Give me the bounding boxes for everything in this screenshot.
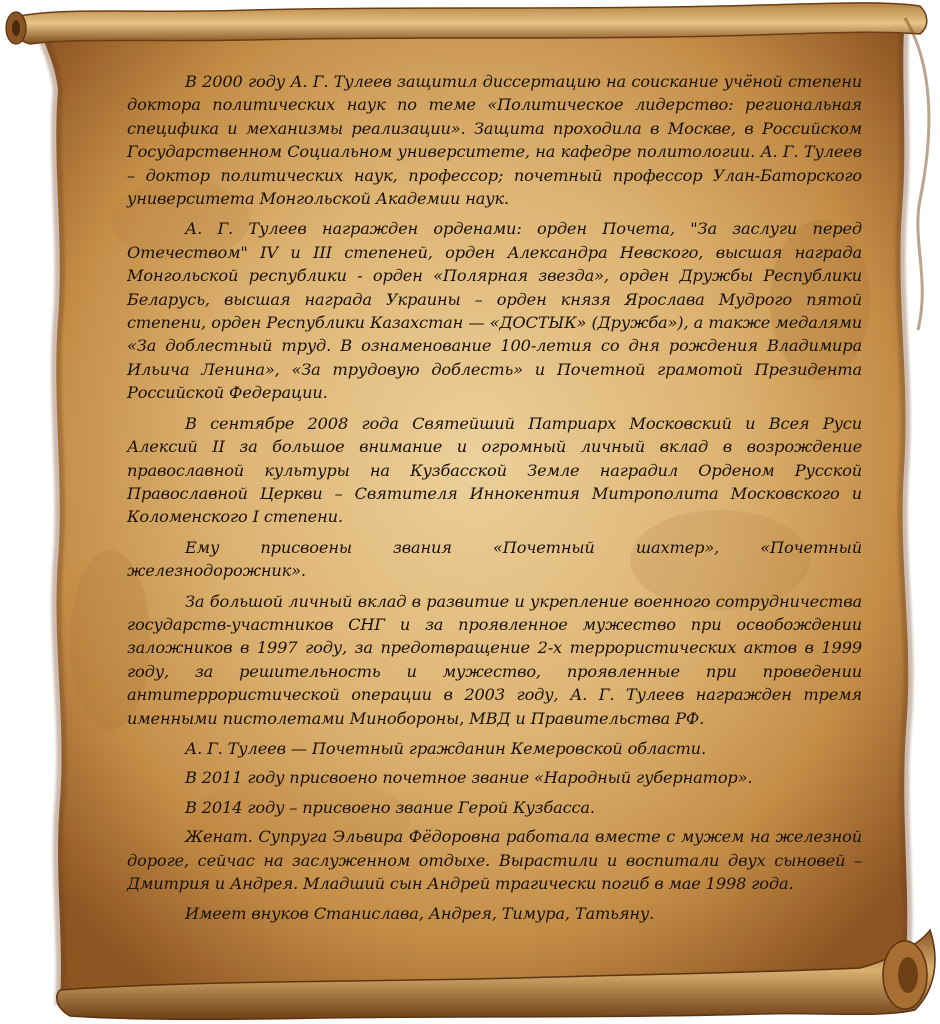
paragraph-grandchildren: Имеет внуков Станислава, Андрея, Тимура, Татьяну. <box>185 904 655 924</box>
paragraph-honorary-citizen: А. Г. Тулеев — Почетный гражданин Кемеровской области. <box>185 738 706 758</box>
paragraph-pistols-award: За большой личный вклад в развитие и укрепление военного сотрудничества государств-участников СНГ и за проявленное мужество при освобождении заложников в 1997 году, за предотвращение 2-х террористических актов в 1999 году, за решительность и мужество, проявленные при проведении антитеррористической операции в 2003 году, А. Г. Тулеев награжден тремя именными пистолетами Минобороны, МВД и Правительства РФ. <box>127 591 862 728</box>
document-text <box>127 70 862 933</box>
paragraph-family: Женат. Супруга Эльвира Фёдоровна работала вместе с мужем на железной дороге, сейчас на заслуженном отдыхе. Вырастили и воспитали двух сыновей – Дмитрия и Андрея. Младший сын Андрей трагически погиб в мае 1998 года. <box>127 827 862 893</box>
paragraph-church-award: В сентябре 2008 года Святейший Патриарх Московский и Всея Руси Алексий II за большое внимание и огромный личный вклад в возрождение православной культуры на Кузбасской Земле наградил Орденом Русской Православной Церкви – Святителя Иннокентия Митрополита Московского и Коломенского I степени. <box>127 413 862 527</box>
paragraph-honorary-titles: Ему присвоены звания «Почетный шахтер», «Почетный железнодорожник». <box>127 537 862 581</box>
paragraph-dissertation: В 2000 году А. Г. Тулеев защитил диссертацию на соискание учёной степени доктора политических наук по теме «Политическое лидерство: региональная специфика и механизмы реализации». Защита проходила в Москве, в Российском Государственном Социальном университете, на кафедре политологии. А. Г. Тулеев – доктор политических наук, профессор; почетный профессор Улан-Баторского университета Монгольской Академии наук. <box>127 72 862 209</box>
paragraph-people-governor: В 2011 году присвоено почетное звание «Народный губернатор». <box>185 768 753 788</box>
paragraph-orders: А. Г. Тулеев награжден орденами: орден Почета, "За заслуги перед Отечеством" IV и III степеней, орден Александра Невского, высшая награда Монгольской республики - орден «Полярная звезда», орден Дружбы Республики Беларусь, высшая награда Украины – орден князя Ярослава Мудрого пятой степени, орден Республики Казахстан — «ДОСТЫК» (Дружба»), а также медалями «За доблестный труд. В ознаменование 100-летия со дня рождения Владимира Ильича Ленина», «За трудовую доблесть» и Почетной грамотой Президента Российской Федерации. <box>127 219 862 403</box>
paragraph-hero-kuzbass: В 2014 году – присвоено звание Герой Кузбасса. <box>185 797 595 817</box>
